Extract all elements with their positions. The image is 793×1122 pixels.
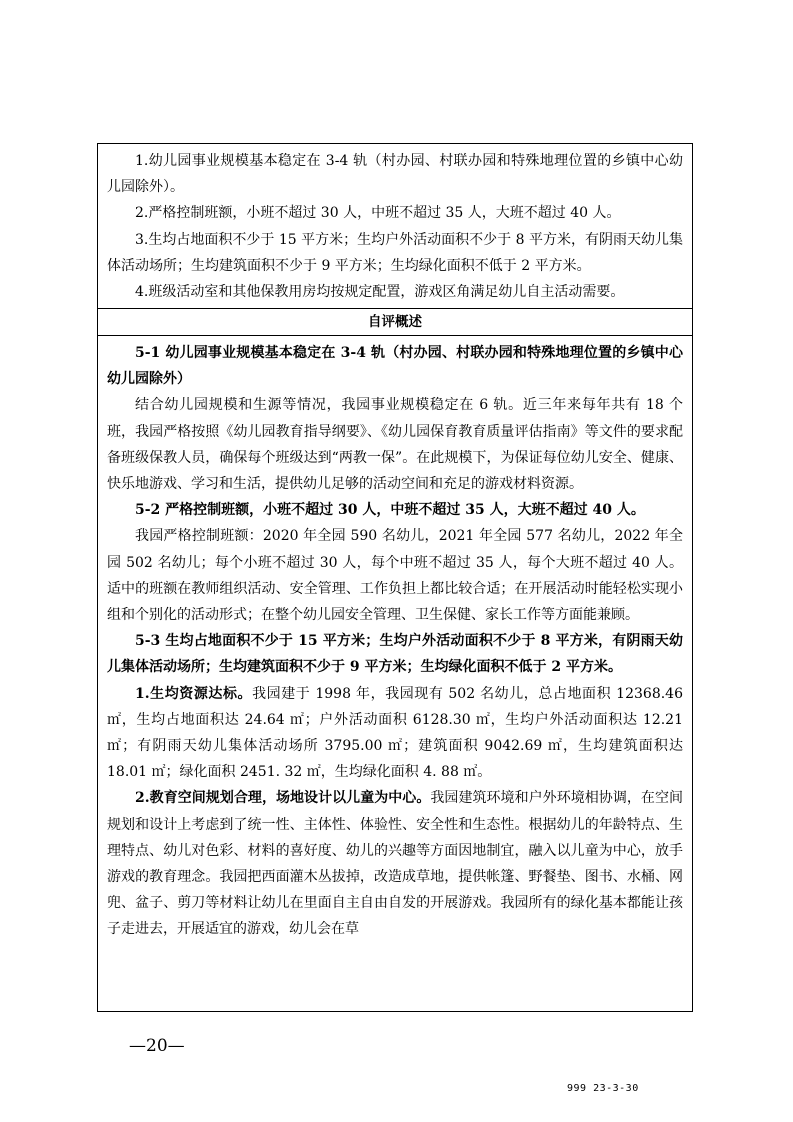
paragraph-5-2: 我园严格控制班额：2020 年全园 590 名幼儿，2021 年全园 577 名幼儿，2022 年全园 502 名幼儿；每个小班不超过 30 人，每个中班不超过 35 人，每个大班不超过 40 人。适中的班额在教师组织活动、安全管理、工作负担上都比较合适；在开展活动时能轻松实现小组和个别化的活动形式；在整个幼儿园安全管理、卫生保健、家长工作等方面能兼顾。 (107, 528, 683, 624)
paragraph-space-planning (107, 785, 683, 942)
print-stamp: 999 23-3-30 (567, 1083, 639, 1094)
paragraph-resources (107, 681, 683, 786)
paragraph-space-planning-lead: 2.教育空间规划合理，场地设计以儿童为中心。 (135, 790, 431, 807)
criterion-3: 3.生均占地面积不少于 15 平方米；生均户外活动面积不少于 8 平方米，有阴雨天幼儿集体活动场所；生均建筑面积不少于 9 平方米；生均绿化面积不低于 2 平方米。 (107, 231, 683, 274)
heading-5-2: 5-2 严格控制班额，小班不超过 30 人，中班不超过 35 人，大班不超过 40 人。 (135, 502, 645, 519)
evaluation-table (97, 143, 693, 1012)
section-header: 自评概述 (98, 309, 692, 336)
paragraph-resources-text: 我园建于 1998 年，我园现有 502 名幼儿，总占地面积 12368.46 ㎡，生均占地面积达 24.64 ㎡；户外活动面积 6128.30 ㎡，生均户外活动面积达 12.21 ㎡；有阴雨天幼儿集体活动场所 3795.00 ㎡；建筑面积 9042.69 ㎡，生均建筑面积达 18.01 ㎡；绿化面积 2451. 32 ㎡，生均绿化面积 4. 88 ㎡。 (107, 685, 683, 781)
criterion-2: 2.严格控制班额，小班不超过 30 人，中班不超过 35 人，大班不超过 40 人。 (135, 205, 621, 222)
heading-5-1: 5-1 幼儿园事业规模基本稳定在 3-4 轨（村办园、村联办园和特殊地理位置的乡镇中心幼儿园除外） (107, 345, 683, 388)
heading-5-3: 5-3 生均占地面积不少于 15 平方米；生均户外活动面积不少于 8 平方米，有阴雨天幼儿集体活动场所；生均建筑面积不少于 9 平方米；生均绿化面积不低于 2 平方米。 (107, 633, 683, 676)
paragraph-resources-lead: 1.生均资源达标。 (135, 685, 253, 702)
paragraph-5-1: 结合幼儿园规模和生源等情况，我园事业规模稳定在 6 轨。近三年来每年共有 18 个班，我园严格按照《幼儿园教育指导纲要》、《幼儿园保育教育质量评估指南》等文件的要求配备班级保教人员，确保每个班级达到“两教一保”。在此规模下，为保证每位幼儿安全、健康、快乐地游戏、学习和生活，提供幼儿足够的活动空间和充足的游戏材料资源。 (107, 397, 683, 493)
paragraph-space-planning-text: 我园建筑环境和户外环境相协调，在空间规划和设计上考虑到了统一性、主体性、体验性、安全性和生态性。根据幼儿的年龄特点、生理特点、幼儿对色彩、材料的喜好度、幼儿的兴趣等方面因地制宜，融入以儿童为中心，放手游戏的教育理念。我园把西面灌木丛拔掉，改造成草地，提供帐篷、野餐垫、图书、水桶、网兜、盆子、剪刀等材料让幼儿在里面自主自由自发的开展游戏。我园所有的绿化基本都能让孩子走进去，开展适宜的游戏，幼儿会在草 (107, 790, 683, 938)
criteria-cell (98, 144, 692, 309)
self-evaluation-cell (98, 336, 692, 1011)
criterion-1: 1.幼儿园事业规模基本稳定在 3-4 轨（村办园、村联办园和特殊地理位置的乡镇中心幼儿园除外）。 (107, 153, 683, 196)
page-number: —20— (129, 1036, 185, 1056)
criterion-4: 4.班级活动室和其他保教用房均按规定配置，游戏区角满足幼儿自主活动需要。 (135, 284, 625, 301)
